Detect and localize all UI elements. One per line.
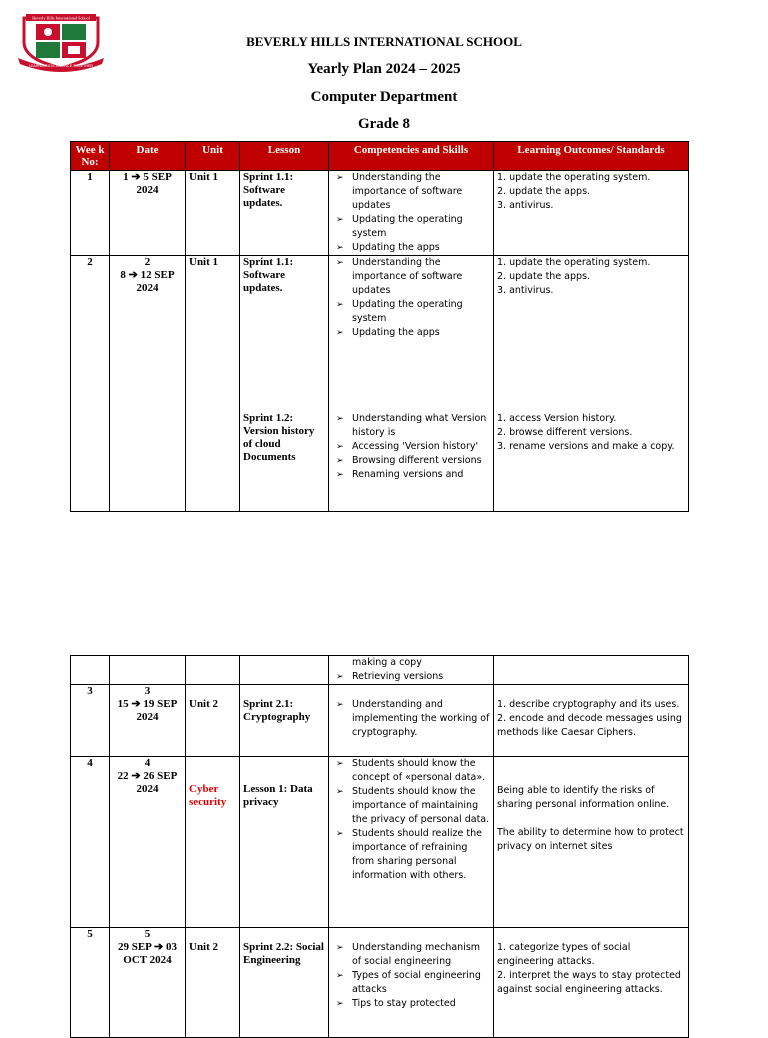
column-header-competencies: Competencies and Skills [329, 142, 494, 171]
logo-bottom-text: LEARNING EXCELLENCE TOGETHER [29, 64, 93, 68]
list-item: 2. update the apps. [497, 271, 591, 282]
date-year: 2024 [136, 711, 159, 723]
column-header-lesson: Lesson [240, 142, 329, 171]
yearly-plan-table-part1 [70, 141, 689, 512]
list-item: 1. update the operating system. [497, 172, 651, 183]
week-number: 1 [71, 171, 110, 256]
list-item: 3. antivirus. [497, 200, 554, 211]
list-item: Being able to identify the risks of sharing personal information online. [497, 785, 670, 810]
outcomes-cell [494, 171, 689, 256]
table-row [71, 685, 689, 757]
outcomes-cell [494, 757, 689, 928]
unit-cell: Cyber security [186, 757, 240, 928]
list-item: ➢ Updating the operating system [332, 298, 490, 326]
date-week: 5 [144, 928, 151, 940]
column-header-unit: Unit [186, 142, 240, 171]
date-week: 4 [144, 757, 151, 769]
list-item: 1. describe cryptography and its uses. [497, 699, 680, 710]
week-number: 4 [71, 757, 110, 928]
list-item: ➢ Students should know the concept of «personal data». [332, 757, 490, 785]
competencies-cell [329, 656, 494, 685]
list-item: ➢ Renaming versions and [332, 468, 490, 482]
date-range: 1 ➔ 5 SEP [123, 171, 172, 183]
lesson-cell: Lesson 1: Data privacy [240, 757, 329, 928]
date-range: 8 ➔ 12 SEP [120, 269, 175, 281]
list-item: 1. categorize types of social engineering attacks. [497, 942, 631, 967]
list-item: ➢ Students should know the importance of maintaining the privacy of personal data. [332, 785, 490, 827]
list-item: ➢ Browsing different versions [332, 454, 490, 468]
list-item: ➢ Understanding the importance of software updates [332, 256, 490, 298]
table-row [71, 256, 689, 512]
table-row [71, 171, 689, 256]
unit-cell: Unit 1 [186, 256, 240, 512]
list-item: 3. rename versions and make a copy. [497, 441, 675, 452]
table-row [71, 928, 689, 1038]
list-item: ➢ Retrieving versions [332, 670, 490, 684]
lesson-cell: Sprint 2.1: Cryptography [240, 685, 329, 757]
column-header-outcomes: Learning Outcomes/ Standards [494, 142, 689, 171]
list-item: ➢ Tips to stay protected [332, 997, 490, 1011]
unit-cell: Unit 2 [186, 928, 240, 1038]
list-item: 2. interpret the ways to stay protected against social engineering attacks. [497, 970, 681, 995]
table-row-continued [71, 656, 689, 685]
list-item: ➢ Accessing 'Version history' [332, 440, 490, 454]
date-year: 2024 [136, 184, 159, 196]
list-item: ➢ Understanding the importance of software updates [332, 171, 490, 213]
list-item: ➢ Understanding what Version history is [332, 412, 490, 440]
list-item: The ability to determine how to protect privacy on internet sites [497, 827, 684, 852]
plan-title: Yearly Plan 2024 – 2025 [307, 61, 461, 77]
week-number: 3 [71, 685, 110, 757]
lesson-cell: Sprint 2.2: Social Engineering [240, 928, 329, 1038]
table-row [71, 757, 689, 928]
unit-cell: Unit 2 [186, 685, 240, 757]
continued-text: making a copy [352, 657, 422, 668]
date-week: 3 [144, 685, 151, 697]
list-item: 2. update the apps. [497, 186, 591, 197]
competencies-cell [329, 256, 494, 512]
date-cell [110, 685, 186, 757]
outcomes-cell [494, 256, 689, 512]
date-range: 15 ➔ 19 SEP [117, 698, 178, 710]
lesson-cell: Sprint 1.1: Software updates. [240, 171, 329, 256]
date-cell [110, 757, 186, 928]
date-year: OCT 2024 [123, 954, 172, 966]
list-item: ➢ Students should realize the importance of refraining from sharing personal information with others. [332, 827, 490, 883]
grade-title: Grade 8 [357, 116, 411, 132]
list-item: 2. browse different versions. [497, 427, 633, 438]
list-item: 3. antivirus. [497, 285, 554, 296]
lesson-1: Sprint 1.1: Software updates. [243, 256, 294, 294]
list-item: ➢ Updating the apps [332, 241, 490, 255]
list-item: ➢ Updating the apps [332, 326, 490, 340]
list-item: ➢ Understanding mechanism of social engineering [332, 941, 490, 969]
lesson-cell [240, 256, 329, 512]
date-year: 2024 [136, 783, 159, 795]
column-header-week: Wee k No: [71, 142, 110, 171]
unit-cell: Unit 1 [186, 171, 240, 256]
competencies-cell [329, 171, 494, 256]
competencies-cell [329, 757, 494, 928]
date-range: 29 SEP ➔ 03 [117, 941, 178, 953]
school-name: BEVERLY HILLS INTERNATIONAL SCHOOL [246, 34, 522, 49]
date-year: 2024 [136, 282, 159, 294]
week-number: 5 [71, 928, 110, 1038]
week-number: 2 [71, 256, 110, 512]
list-item: ➢ Updating the operating system [332, 213, 490, 241]
list-item: 1. access Version history. [497, 413, 617, 424]
lesson-2: Sprint 1.2: Version history of cloud Documents [243, 412, 315, 463]
date-range: 22 ➔ 26 SEP [117, 770, 178, 782]
outcomes-cell [494, 685, 689, 757]
list-item: 1. update the operating system. [497, 257, 651, 268]
logo-top-text: Beverly Hills International School [32, 15, 90, 21]
department-title: Computer Department [310, 89, 458, 105]
date-cell [110, 171, 186, 256]
competencies-cell [329, 928, 494, 1038]
list-item: 2. encode and decode messages using methods like Caesar Ciphers. [497, 713, 682, 738]
date-cell [110, 256, 186, 512]
list-item: ➢ Types of social engineering attacks [332, 969, 490, 997]
outcomes-cell [494, 928, 689, 1038]
date-week: 2 [144, 256, 151, 268]
date-cell [110, 928, 186, 1038]
yearly-plan-table-part2 [70, 655, 689, 1038]
competencies-cell [329, 685, 494, 757]
column-header-date: Date [110, 142, 186, 171]
list-item: ➢ Understanding and implementing the working of cryptography. [332, 698, 490, 740]
